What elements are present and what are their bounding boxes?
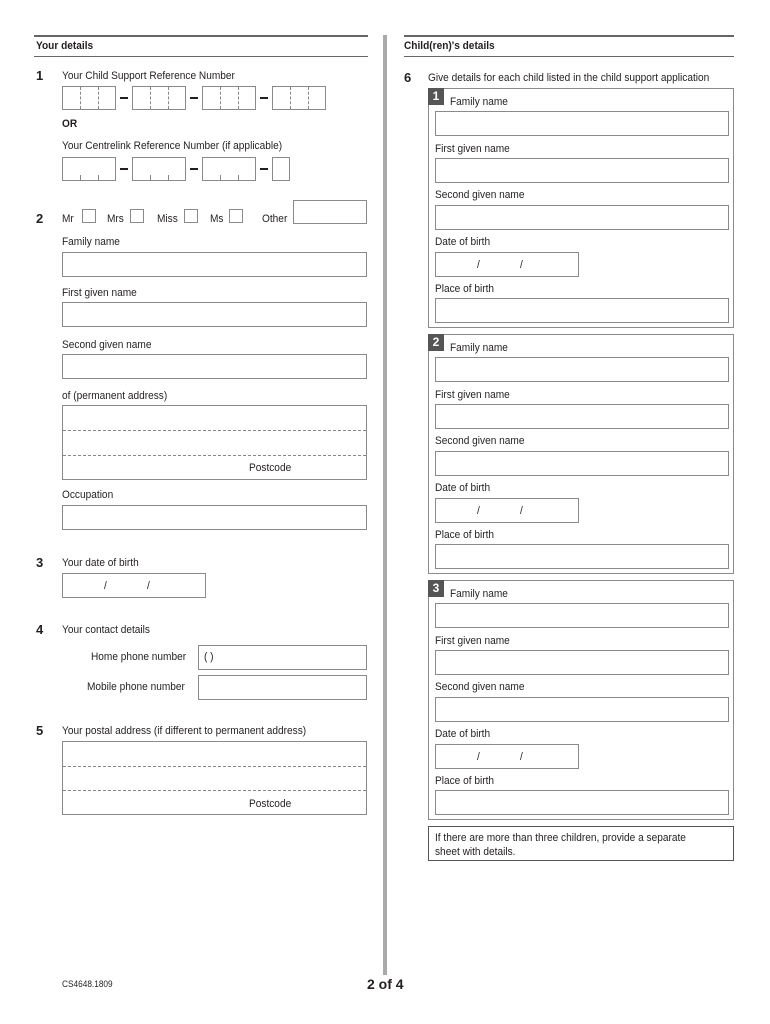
pob-label: Place of birth bbox=[435, 283, 495, 295]
family-name-label: Family name bbox=[450, 96, 508, 108]
title-miss-label: Miss bbox=[157, 213, 178, 225]
contact-details-label: Your contact details bbox=[62, 624, 150, 636]
column-divider bbox=[383, 35, 387, 975]
dob-label: Date of birth bbox=[435, 482, 491, 494]
section-heading: Child(ren)'s details bbox=[404, 40, 495, 52]
first-given-name-input[interactable] bbox=[62, 302, 367, 327]
occupation-label: Occupation bbox=[62, 489, 114, 501]
date-separator: / bbox=[477, 505, 480, 517]
pob-label: Place of birth bbox=[435, 529, 495, 541]
form-code: CS4648.1809 bbox=[62, 979, 113, 989]
title-miss-checkbox[interactable] bbox=[184, 209, 198, 223]
family-name-label: Family name bbox=[62, 236, 120, 248]
second-given-name-label: Second given name bbox=[62, 339, 152, 351]
crn-label: Your Centrelink Reference Number (if applicable) bbox=[62, 140, 283, 152]
home-phone-input[interactable] bbox=[198, 645, 367, 670]
mobile-phone-label: Mobile phone number bbox=[87, 681, 185, 693]
child-second-given-name-input[interactable] bbox=[435, 451, 729, 476]
child-dob-input[interactable] bbox=[435, 498, 579, 523]
permanent-address-input[interactable] bbox=[62, 405, 367, 480]
postal-address-label: Your postal address (if different to permanent address) bbox=[62, 725, 307, 737]
section-heading: Your details bbox=[36, 40, 94, 52]
child-pob-input[interactable] bbox=[435, 298, 729, 323]
family-name-label: Family name bbox=[450, 342, 508, 354]
dob-label: Date of birth bbox=[435, 728, 491, 740]
family-name-input[interactable] bbox=[62, 252, 367, 277]
child-number-badge: 2 bbox=[428, 334, 444, 351]
question-number: 6 bbox=[404, 70, 412, 85]
note-text: If there are more than three children, provide a separate sheet with details. bbox=[435, 832, 686, 858]
dob-label: Your date of birth bbox=[62, 557, 139, 569]
permanent-address-label: of (permanent address) bbox=[62, 390, 168, 402]
question-number: 1 bbox=[36, 68, 44, 83]
title-mrs-label: Mrs bbox=[107, 213, 124, 225]
child-family-name-input[interactable] bbox=[435, 111, 729, 136]
child-2-details bbox=[428, 334, 734, 574]
title-mr-label: Mr bbox=[62, 213, 74, 225]
question-number: 2 bbox=[36, 211, 44, 226]
child-number-badge: 1 bbox=[428, 88, 444, 105]
child-first-given-name-input[interactable] bbox=[435, 404, 729, 429]
title-other-label: Other bbox=[262, 213, 288, 225]
child-1-details bbox=[428, 88, 734, 328]
date-separator: / bbox=[147, 580, 150, 592]
occupation-input[interactable] bbox=[62, 505, 367, 530]
dob-input[interactable] bbox=[62, 573, 206, 598]
date-separator: / bbox=[520, 505, 523, 517]
child-pob-input[interactable] bbox=[435, 544, 729, 569]
csrn-label: Your Child Support Reference Number bbox=[62, 70, 235, 82]
question-number: 3 bbox=[36, 555, 44, 570]
first-given-name-label: First given name bbox=[62, 287, 137, 299]
title-other-input[interactable] bbox=[293, 200, 367, 224]
title-mrs-checkbox[interactable] bbox=[130, 209, 144, 223]
rule bbox=[34, 35, 368, 37]
postal-address-input[interactable] bbox=[62, 741, 367, 815]
child-second-given-name-input[interactable] bbox=[435, 697, 729, 722]
question-number: 4 bbox=[36, 622, 44, 637]
date-separator: / bbox=[520, 259, 523, 271]
date-separator: / bbox=[520, 751, 523, 763]
child-3-details bbox=[428, 580, 734, 820]
postcode-label: Postcode bbox=[249, 462, 292, 474]
extra-children-note bbox=[428, 826, 734, 861]
second-given-name-label: Second given name bbox=[435, 189, 525, 201]
child-second-given-name-input[interactable] bbox=[435, 205, 729, 230]
dob-label: Date of birth bbox=[435, 236, 491, 248]
rule bbox=[404, 35, 734, 37]
child-family-name-input[interactable] bbox=[435, 603, 729, 628]
mobile-phone-input[interactable] bbox=[198, 675, 367, 700]
area-code-brackets: ( ) bbox=[204, 651, 214, 663]
question-number: 5 bbox=[36, 723, 44, 738]
date-separator: / bbox=[477, 259, 480, 271]
child-dob-input[interactable] bbox=[435, 252, 579, 277]
second-given-name-label: Second given name bbox=[435, 681, 525, 693]
title-ms-checkbox[interactable] bbox=[229, 209, 243, 223]
first-given-name-label: First given name bbox=[435, 143, 510, 155]
child-pob-input[interactable] bbox=[435, 790, 729, 815]
pob-label: Place of birth bbox=[435, 775, 495, 787]
second-given-name-label: Second given name bbox=[435, 435, 525, 447]
rule bbox=[34, 56, 368, 57]
second-given-name-input[interactable] bbox=[62, 354, 367, 379]
children-instruction: Give details for each child listed in the child support application bbox=[428, 72, 710, 84]
child-number-badge: 3 bbox=[428, 580, 444, 597]
child-first-given-name-input[interactable] bbox=[435, 158, 729, 183]
page-number: 2 of 4 bbox=[367, 976, 404, 992]
child-dob-input[interactable] bbox=[435, 744, 579, 769]
rule bbox=[404, 56, 734, 57]
title-ms-label: Ms bbox=[210, 213, 224, 225]
date-separator: / bbox=[477, 751, 480, 763]
child-family-name-input[interactable] bbox=[435, 357, 729, 382]
home-phone-label: Home phone number bbox=[91, 651, 187, 663]
date-separator: / bbox=[104, 580, 107, 592]
family-name-label: Family name bbox=[450, 588, 508, 600]
child-first-given-name-input[interactable] bbox=[435, 650, 729, 675]
title-mr-checkbox[interactable] bbox=[82, 209, 96, 223]
postcode-label: Postcode bbox=[249, 798, 292, 810]
first-given-name-label: First given name bbox=[435, 389, 510, 401]
first-given-name-label: First given name bbox=[435, 635, 510, 647]
or-label: OR bbox=[62, 118, 78, 130]
